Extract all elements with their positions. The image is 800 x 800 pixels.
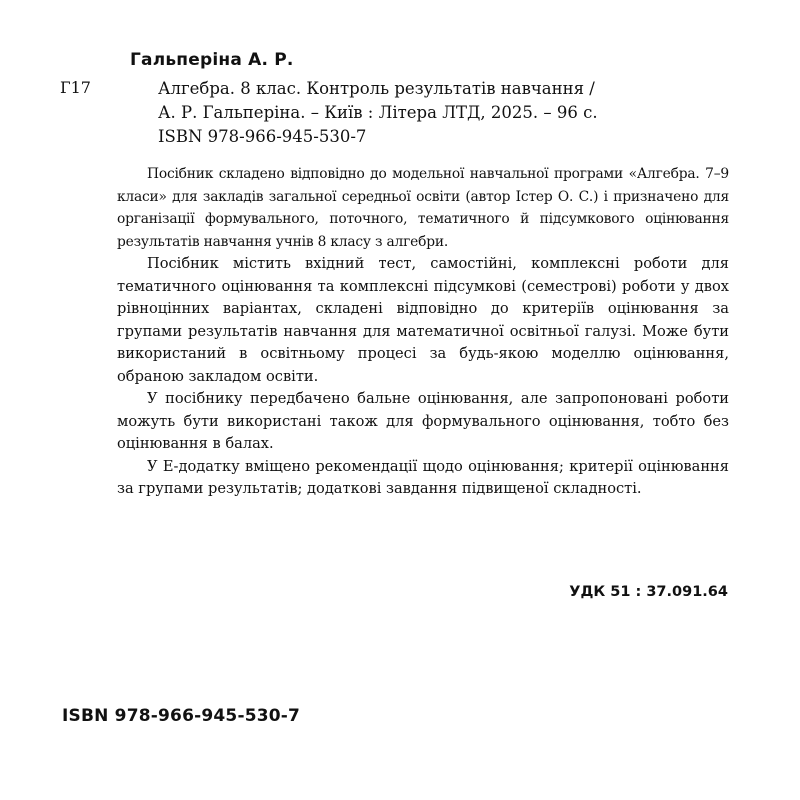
annotation-paragraph: У Е-додатку вміщено рекомендації щодо оцінювання; критерії оцінювання за групами результатів; додаткові завдання підвищеної складності. — [117, 457, 729, 497]
annotation — [117, 163, 729, 501]
author-name: Гальперіна А. Р. — [130, 50, 294, 70]
classification-code: Г17 — [60, 78, 91, 97]
annotation-paragraph: У посібнику передбачено бальне оцінювання, але запропоновані роботи можуть бути використані також для формувального оцінювання, тобто без оцінювання в балах. — [117, 390, 729, 452]
annotation-paragraph: Посібник складено відповідно до модельної навчальної програми «Алгебра. 7–9 класи» для закладів загальної середньої освіти (автор Істер О. С.) і призначено для організації формувального, поточного, тематичного й підсумкового оцінювання результатів навчання учнів 8 класу з алгебри. — [117, 166, 729, 250]
biblio-publisher-line: А. Р. Гальперіна. – Київ : Літера ЛТД, 2025. – 96 с. — [158, 103, 598, 122]
annotation-paragraph: Посібник містить вхідний тест, самостійні, комплексні роботи для тематичного оцінювання та комплексні підсумкові (семестрові) роботи у двох рівноцінних варіантах, складені відповідно до критеріїв оцінювання за групами результатів навчання для математичної освітньої галузі. Може бути використаний в освітньому процесі за будь-якою моделлю оцінювання, обраною закладом освіти. — [117, 255, 729, 385]
udk-code: УДК 51 : 37.091.64 — [569, 584, 728, 600]
isbn-bottom: ISBN 978-966-945-530-7 — [62, 706, 301, 726]
bibliographic-record — [130, 77, 735, 149]
biblio-title-line: Алгебра. 8 клас. Контроль результатів навчання / — [158, 79, 595, 98]
biblio-isbn-line: ISBN 978-966-945-530-7 — [158, 127, 367, 146]
